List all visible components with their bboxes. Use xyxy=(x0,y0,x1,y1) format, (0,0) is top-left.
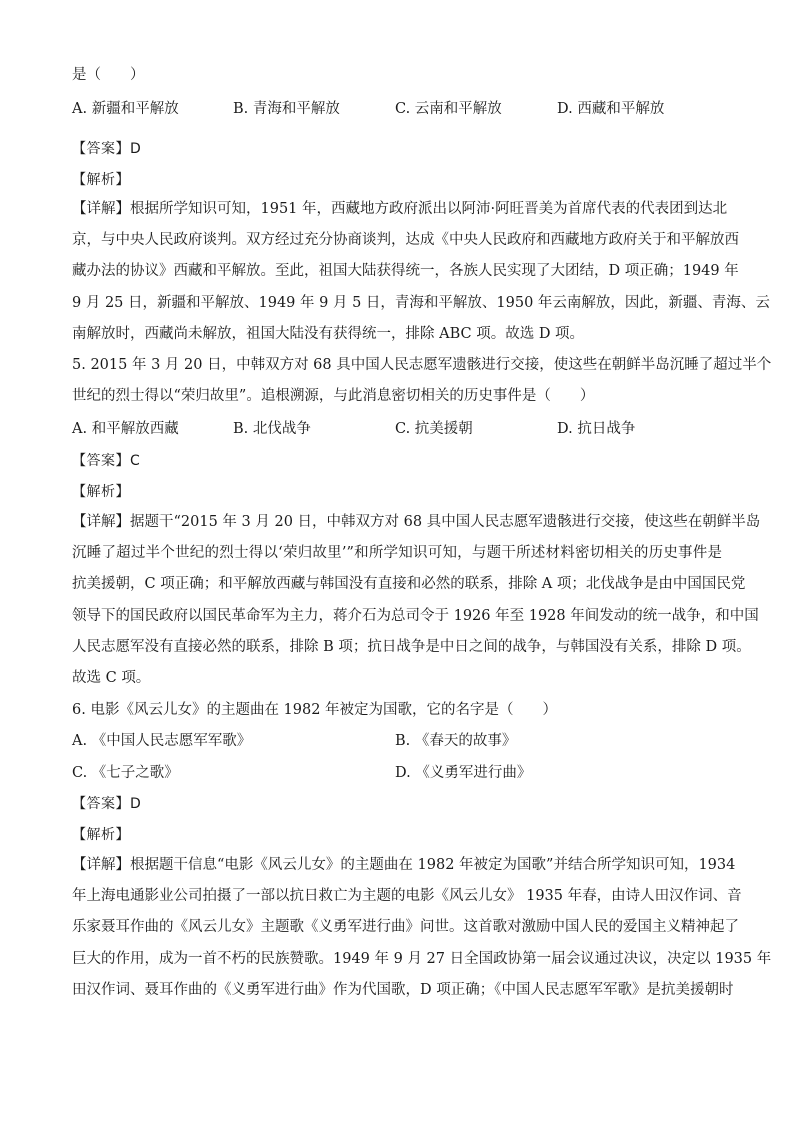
q6-answer: 【答案】D xyxy=(72,796,142,812)
q6-option-b: B. 《春天的故事》 xyxy=(395,733,517,749)
q4-analysis-label: 【解析】 xyxy=(72,172,130,188)
q4-option-d: D. 西藏和平解放 xyxy=(557,101,665,117)
q5-option-c: C. 抗美援朝 xyxy=(395,421,473,437)
q5-detail xyxy=(72,507,761,694)
q6-detail-line: 【详解】根据题干信息“电影《风云儿女》的主题曲在 1982 年被定为国歌”并结合所学知识可知，1934 xyxy=(72,857,736,873)
q5-option-b: B. 北伐战争 xyxy=(233,421,311,437)
q6-option-a: A. 《中国人民志愿军军歌》 xyxy=(72,733,252,749)
q5-stem-line: 世纪的烈士得以“荣归故里”。追根溯源，与此消息密切相关的历史事件是（ ） xyxy=(72,388,595,405)
q5-detail-line: 抗美援朝，C 项正确；和平解放西藏与韩国没有直接和必然的联系，排除 A 项；北伐战争是由中国国民党 xyxy=(72,576,746,593)
q4-detail xyxy=(72,194,770,350)
q6-stem: 6. 电影《风云儿女》的主题曲在 1982 年被定为国歌，它的名字是（ ） xyxy=(72,702,558,718)
q5-analysis-label: 【解析】 xyxy=(72,484,130,500)
q5-option-d: D. 抗日战争 xyxy=(557,421,636,437)
q4-option-c: C. 云南和平解放 xyxy=(395,101,502,117)
q6-detail-line: 巨大的作用，成为一首不朽的民族赞歌。1949 年 9 月 27 日全国政协第一届会议通过决议，决定以 1935 年 xyxy=(72,950,772,967)
q4-detail-line: 南解放时，西藏尚未解放，祖国大陆没有获得统一，排除 ABC 项。故选 D 项。 xyxy=(72,325,585,342)
q5-detail-line: 人民志愿军没有直接必然的联系，排除 B 项；抗日战争是中日之间的战争，与韩国没有关系，排除 D 项。 xyxy=(72,638,751,655)
q4-option-b: B. 青海和平解放 xyxy=(233,101,340,117)
q5-stem xyxy=(72,350,772,412)
q4-option-a: A. 新疆和平解放 xyxy=(72,101,179,117)
q4-stem-tail: 是（ ） xyxy=(72,67,145,83)
q4-detail-line: 京，与中央人民政府谈判。双方经过充分协商谈判，达成《中央人民政府和西藏地方政府关于和平解放西 xyxy=(72,232,739,249)
q5-detail-line: 沉睡了超过半个世纪的烈士得以‘荣归故里’”和所学知识可知，与题干所述材料密切相关的历史事件是 xyxy=(72,545,722,562)
q6-detail-line: 乐家聂耳作曲的《风云儿女》主题歌《义勇军进行曲》问世。这首歌对激励中国人民的爱国主义精神起了 xyxy=(72,919,739,936)
q5-detail-line: 领导下的国民政府以国民革命军为主力，蒋介石为总司令于 1926 年至 1928 年间发动的统一战争，和中国 xyxy=(72,607,759,624)
q4-detail-line: 藏办法的协议》西藏和平解放。至此，祖国大陆获得统一，各族人民实现了大团结，D 项正确；1949 年 xyxy=(72,263,739,280)
q5-detail-line: 【详解】据题干“2015 年 3 月 20 日，中韩双方对 68 具中国人民志愿军遗骸进行交接，使这些在朝鲜半岛 xyxy=(72,514,761,530)
q5-detail-line: 故选 C 项。 xyxy=(72,670,151,687)
q6-option-d: D. 《义勇军进行曲》 xyxy=(395,765,532,781)
q4-detail-line: 【详解】根据所学知识可知，1951 年，西藏地方政府派出以阿沛·阿旺晋美为首席代表的代表团到达北 xyxy=(72,201,728,217)
q6-option-c: C. 《七子之歌》 xyxy=(72,765,179,781)
q5-option-a: A. 和平解放西藏 xyxy=(72,421,179,437)
q4-detail-line: 9 月 25 日，新疆和平解放、1949 年 9 月 5 日，青海和平解放、1950 年云南解放，因此，新疆、青海、云 xyxy=(72,294,770,311)
q6-detail-line: 年上海电通影业公司拍摄了一部以抗日救亡为主题的电影《风云儿女》 1935 年春，由诗人田汉作词、音 xyxy=(72,888,742,905)
q5-answer: 【答案】C xyxy=(72,453,141,469)
q6-analysis-label: 【解析】 xyxy=(72,827,130,843)
q4-answer: 【答案】D xyxy=(72,141,142,157)
q6-detail xyxy=(72,850,772,1006)
q5-stem-line: 5. 2015 年 3 月 20 日，中韩双方对 68 具中国人民志愿军遗骸进行交接，使这些在朝鲜半岛沉睡了超过半个 xyxy=(72,357,772,373)
q6-detail-line: 田汉作词、聂耳作曲的《义勇军进行曲》作为代国歌，D 项正确；《中国人民志愿军军歌》是抗美援朝时 xyxy=(72,981,734,998)
